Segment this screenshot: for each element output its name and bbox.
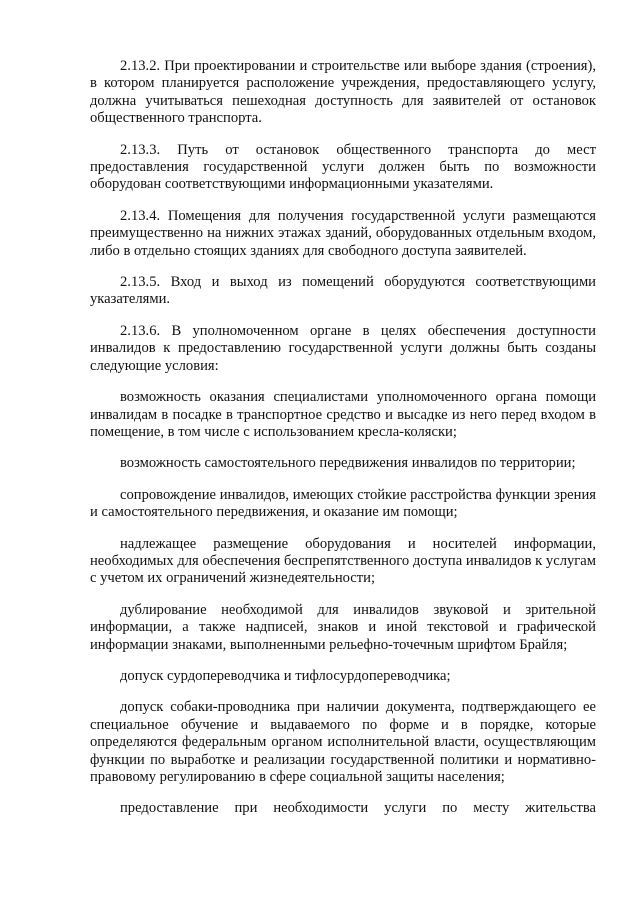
list-item-equipment-placement: надлежащее размещение оборудования и носителей информации, необходимых для обеспечения беспрепятственного доступа инвалидов к услугам с учетом их ограничений жизнедеятельности; bbox=[90, 535, 596, 587]
paragraph-2-13-2: 2.13.2. При проектировании и строительстве или выборе здания (строения), в котором планируется расположение учреждения, предоставляющего услугу, должна учитываться пешеходная доступность для заявителей от остановок общественного транспорта. bbox=[90, 58, 596, 127]
list-item-guide-dog: допуск собаки-проводника при наличии документа, подтверждающего ее специальное обучение и выдаваемого по форме и в порядке, которые определяются федеральным органом исполнительной власти, осуществляющим функции по выработке и реализации государственной политики и нормативно-правовому регулированию в сфере социальной защиты населения; bbox=[90, 699, 596, 785]
list-item-assistance-boarding: возможность оказания специалистами уполномоченного органа помощи инвалидам в посадке в транспортное средство и высадке из него перед входом в помещение, в том числе с использованием кресла-коляски; bbox=[90, 389, 596, 440]
list-item-sign-interpreter: допуск сурдопереводчика и тифлосурдопереводчика; bbox=[120, 667, 451, 684]
list-item-escort: сопровождение инвалидов, имеющих стойкие расстройства функции зрения и самостоятельного передвижения, и оказание им помощи; bbox=[90, 486, 596, 521]
paragraph-2-13-3: 2.13.3. Путь от остановок общественного транспорта до мест предоставления государственной услуги должен быть по возможности оборудован соответствующими информационными указателями. bbox=[90, 141, 596, 193]
paragraph-2-13-4: 2.13.4. Помещения для получения государственной услуги размещаются преимущественно на нижних этажах зданий, оборудованных отдельным входом, либо в отдельно стоящих зданиях для свободного доступа заявителей. bbox=[90, 207, 596, 259]
document-body bbox=[90, 58, 596, 832]
list-item-home-service: предоставление при необходимости услуги по месту жительства bbox=[120, 800, 596, 817]
paragraph-2-13-5: 2.13.5. Вход и выход из помещений оборудуются соответствующими указателями. bbox=[90, 274, 596, 308]
paragraph-2-13-6: 2.13.6. В уполномоченном органе в целях обеспечения доступности инвалидов к предоставлению государственной услуги должны быть созданы следующие условия: bbox=[90, 322, 596, 374]
list-item-braille-duplication: дублирование необходимой для инвалидов звуковой и зрительной информации, а также надписей, знаков и иной текстовой и графической информации знаками, выполненными рельефно-точечным шрифтом Брайля; bbox=[90, 601, 596, 653]
list-item-independent-movement: возможность самостоятельного передвижения инвалидов по территории; bbox=[120, 455, 576, 472]
